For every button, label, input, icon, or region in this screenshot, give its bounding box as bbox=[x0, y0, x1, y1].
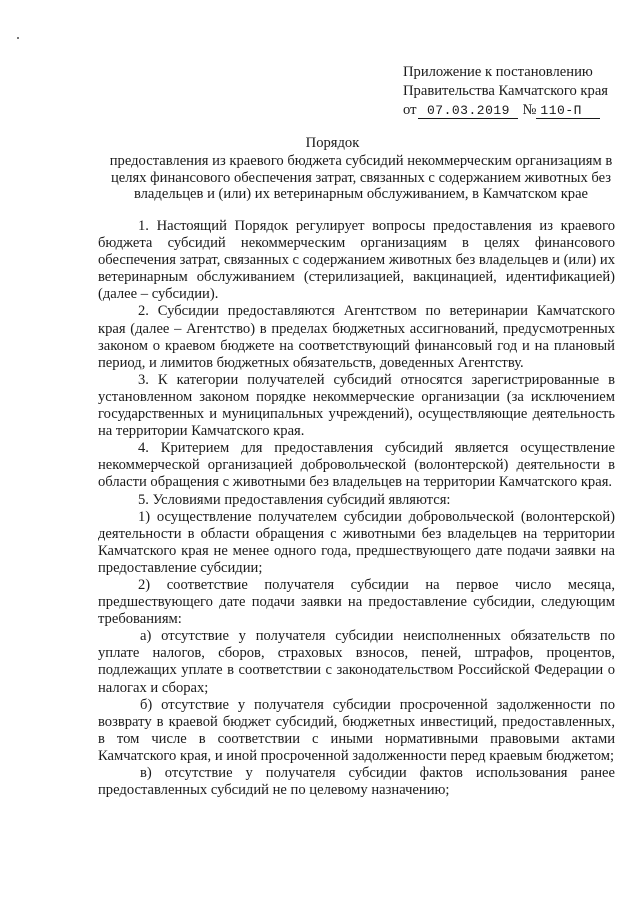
paragraph-5-1: 1) осуществление получателем субсидии добровольческой (волонтерской) деятельности в области обращения с животными без владельцев на территории Камчатского края не менее одного года, предшествующего дате подачи заявки на предоставление субсидии; bbox=[98, 508, 615, 576]
number-label: № bbox=[522, 102, 537, 118]
paragraph-2: 2. Субсидии предоставляются Агентством по ветеринарии Камчатского края (далее – Агентство) в пределах бюджетных ассигнований, предусмотренных законом о краевом бюджете на соответствующий финансовый год и на плановый период, и лимитов бюджетных обязательств, доведенных Агентству. bbox=[98, 303, 615, 371]
document-body bbox=[98, 218, 615, 799]
appendix-line-1: Приложение к постановлению bbox=[403, 64, 593, 80]
paragraph-3: 3. К категории получателей субсидий относятся зарегистрированные в установленном законом порядке некоммерческие организации (за исключением государственных и муниципальных учреждений), осуществляющие деятельность на территории Камчатского края. bbox=[98, 371, 615, 440]
paragraph-5-2-b: б) отсутствие у получателя субсидии просроченной задолженности по возврату в краевой бюджет субсидий, бюджетных инвестиций, предоставленных, в том числе в соответствии с иными нормативными правовыми актами Камчатского края, и иной просроченной задолженности перед краевым бюджетом; bbox=[98, 696, 615, 764]
appendix-line-2: Правительства Камчатского края bbox=[403, 83, 609, 99]
document-title: Порядок bbox=[305, 135, 360, 151]
paragraph-5-2-v: в) отсутствие у получателя субсидии фактов использования ранее предоставленных субсидий не по целевому назначению; bbox=[98, 765, 615, 799]
paragraph-4: 4. Критерием для предоставления субсидий является осуществление некоммерческой организацией добровольческой (волонтерской) деятельности в области обращения с животными без владельцев на территории Камчатского края. bbox=[98, 440, 615, 491]
handwritten-date: 07.03.2019 bbox=[418, 103, 518, 119]
from-label: от bbox=[403, 102, 417, 118]
handwritten-number: 110-П bbox=[536, 103, 600, 119]
appendix-line-3 bbox=[403, 101, 628, 120]
appendix-header bbox=[403, 63, 628, 120]
paragraph-5-2: 2) соответствие получателя субсидии на первое число месяца, предшествующего дате подачи заявки на предоставление субсидии, следующим требованиям: bbox=[98, 576, 615, 628]
scan-speck bbox=[17, 37, 19, 39]
paragraph-5: 5. Условиями предоставления субсидий являются: bbox=[138, 491, 451, 508]
paragraph-5-2-a: а) отсутствие у получателя субсидии неисполненных обязательств по уплате налогов, сборов, страховых взносов, пеней, штрафов, процентов, подлежащих уплате в соответствии с законодательством Российской Федерации о налогах и сборах; bbox=[98, 628, 615, 696]
document-subtitle: предоставления из краевого бюджета субсидий некоммерческим организациям в целях финансового обеспечения затрат, связанных с содержанием животных без владельцев и (или) их ветеринарным обслуживанием, в Камчатском крае bbox=[109, 153, 613, 202]
paragraph-1: 1. Настоящий Порядок регулирует вопросы предоставления из краевого бюджета субсидий некоммерческим организациям в целях финансового обеспечения затрат, связанных с содержанием животных без владельцев и (или) их ветеринарным обслуживанием (стерилизацией, вакцинацией, идентификацией) (далее – субсидии). bbox=[98, 218, 615, 303]
